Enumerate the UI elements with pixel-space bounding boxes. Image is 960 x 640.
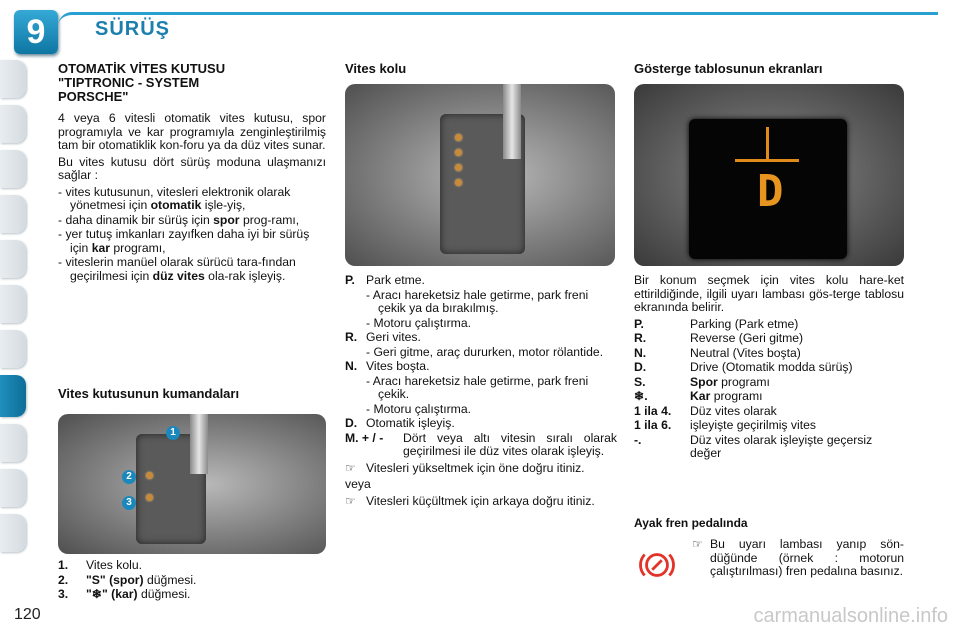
position-light [455,179,462,186]
section-heading-gearbox [58,62,326,104]
lever-entry: D. Otomatik işleyiş. [345,416,455,430]
heading-line: OTOMATİK VİTES KUTUSU [58,61,226,76]
gear-lever [503,84,521,159]
chapter-tab-active[interactable] [0,375,26,417]
chapter-tab[interactable] [0,285,26,323]
chapter-tabs [0,60,30,559]
mode-item: - daha dinamik bir sürüş için spor prog-ramı, [58,212,300,227]
chapter-tab[interactable] [0,60,26,98]
button-light [146,472,153,479]
button-light [146,494,153,501]
tip-downshift: ☞ Vitesleri küçültmek için arkaya doğru itiniz. [345,493,595,508]
intro-paragraph: 4 veya 6 vitesli otomatik vites kutusu, spor programıyla ve kar programıyla zenginleştirilmiş tam bir otomatiklik kon-foru ya da düz vites sunar. [58,111,326,152]
chapter-tab[interactable] [0,150,26,188]
display-item: S. Spor programı [634,374,770,389]
pointing-hand-icon: ☞ [692,537,703,551]
chapter-title: SÜRÜŞ [95,18,171,40]
section-heading-controls: Vites kutusunun kumandaları [58,386,240,401]
column-gear-lever [345,62,617,509]
display-gear-letter: D [757,166,784,217]
section-heading-gear-lever: Vites kolu [345,61,407,76]
chapter-tab[interactable] [0,469,26,507]
lever-entry: M. + / - Dört veya altı vitesin sıralı olarak geçirilmesi ile düz vites olarak işleyiş. [345,430,617,458]
brake-heading: Ayak fren pedalında [634,516,748,530]
legend-item: 2. "S" (spor) düğmesi. [58,572,197,587]
callout-3: 3 [122,496,136,510]
brake-warning-icon [638,546,676,584]
lever-entry: P. Park etme. - Aracı hareketsiz hale getirme, park freni çekik ya da bırakılmış. - Motoru çalıştırma. [345,273,589,330]
controls-legend [58,559,326,603]
watermark: carmanualsonline.info [753,605,948,627]
tip-upshift: ☞ Vitesleri yükseltmek için öne doğru itiniz. [345,460,585,475]
chapter-tab[interactable] [0,514,26,552]
legend-item: 1. Vites kolu. [58,558,143,572]
chapter-tab[interactable] [0,424,26,462]
display-intro: Bir konum seçmek için vites kolu hare-ket ettirildiğinde, ilgili uyarı lambası gös-terge tablosu ekranında belirir. [634,273,904,314]
display-item: ❄. Kar programı [634,389,763,403]
position-light [455,164,462,171]
gear-lever-controls-photo [58,414,326,554]
lever-entry: R. Geri vites. - Geri gitme, araç dururken, motor rölantide. [345,330,604,359]
chapter-tab[interactable] [0,195,26,233]
section-heading-display: Gösterge tablosunun ekranları [634,61,823,76]
or-text: veya [345,477,371,491]
display-segment [766,127,769,161]
gear-lever [190,414,208,474]
display-item: 1 ila 6. işleyişte geçirilmiş vites [634,418,816,432]
modes-intro: Bu vites kutusu dört sürüş moduna ulaşmanızı sağlar : [58,154,326,182]
display-segment [735,159,799,162]
pointing-hand-icon: ☞ [345,460,356,475]
column-automatic-gearbox [58,61,326,601]
display-screen [689,119,847,259]
lever-entry: N. Vites boşta. - Aracı hareketsiz hale getirme, park freni çekik. - Motoru çalıştırma. [345,359,589,416]
display-item: D. Drive (Otomatik modda sürüş) [634,360,853,374]
mode-item: - viteslerin manüel olarak sürücü tara-fından geçirilmesi için düz vites ola-rak işleyiş. [58,255,296,283]
pointing-hand-icon: ☞ [345,493,356,508]
position-light [455,149,462,156]
instrument-display-photo [634,84,904,266]
brake-tip: ☞ Bu uyarı lambası yanıp sön-düğünde (örnek : motorun çalıştırılması) fren pedalına basınız. [692,537,904,578]
mode-item: - vites kutusunun, vitesleri elektronik olarak yönetmesi için otomatik işle-yiş, [58,184,291,212]
legend-item: 3. "❄" (kar) düğmesi. [58,587,191,601]
page-number: 120 [14,606,41,623]
display-items [634,318,904,461]
display-item: N. Neutral (Vites boşta) [634,345,801,360]
column-instrument-display [634,61,904,578]
callout-1: 1 [166,426,180,440]
callout-2: 2 [122,470,136,484]
chapter-tab[interactable] [0,105,26,143]
chapter-tab[interactable] [0,240,26,278]
heading-line: "TIPTRONIC - SYSTEM [58,75,200,90]
heading-line: PORSCHE" [58,89,129,104]
header-bar [58,12,938,53]
display-item: 1 ila 4. Düz vites olarak [634,403,777,418]
display-item: P. Parking (Park etme) [634,316,799,331]
mode-item: - yer tutuş imkanları zayıfken daha iyi bir sürüş için kar programı, [58,227,310,255]
display-item: R. Reverse (Geri gitme) [634,331,804,345]
display-item: -. Düz vites olarak işleyişte geçersiz değer [634,432,873,460]
gear-lever-photo [345,84,615,266]
position-light [455,134,462,141]
chapter-tab[interactable] [0,330,26,368]
chapter-number-badge: 9 [14,10,58,54]
